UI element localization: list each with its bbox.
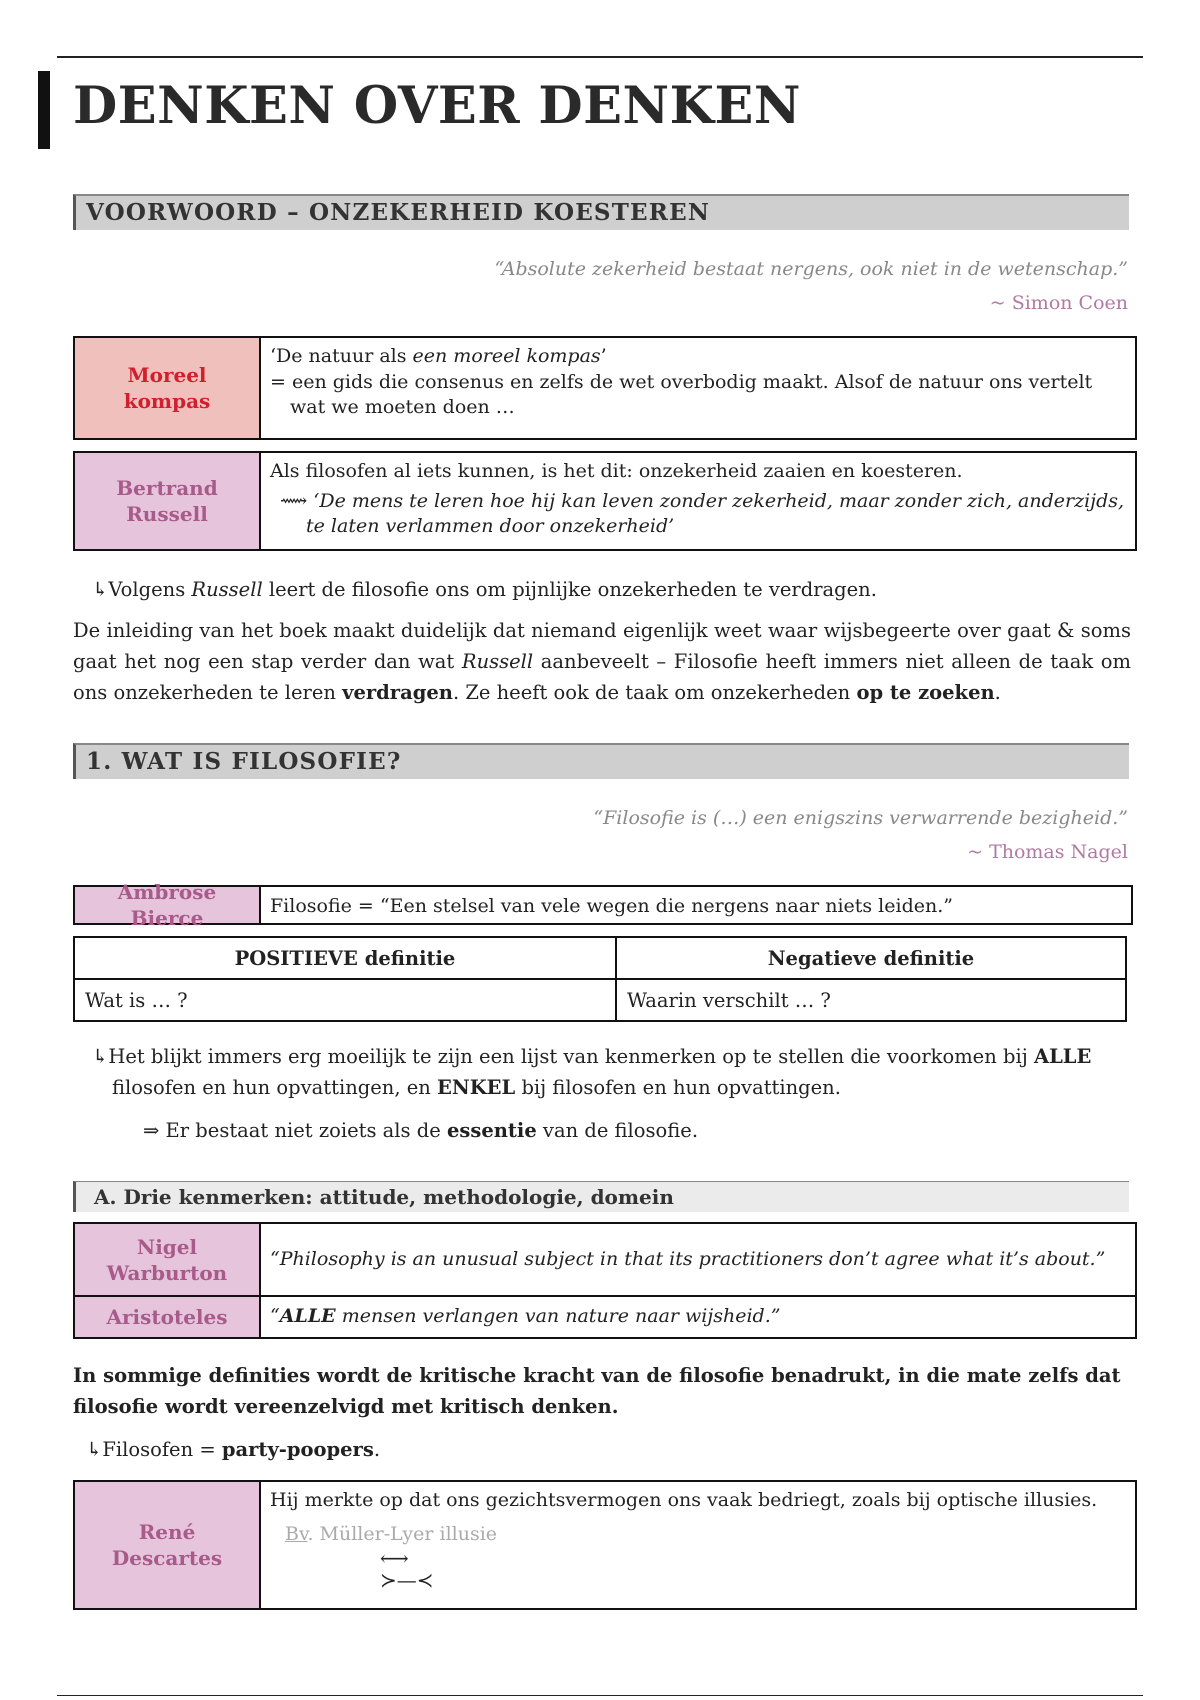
content-ambrose-bierce: Filosofie = “Een stelsel van vele wegen die nergens naar niets leiden.”: [270, 895, 953, 917]
muller-lyer-illusion: [380, 1547, 1126, 1591]
content-descartes: Hij merkte op dat ons gezichtsvermogen ons vaak bedriegt, zoals bij optische illusies. Bv. Müller-Lyer illusie ⟷ ≻—≺: [261, 1482, 1135, 1608]
section-heading-voorwoord: VOORWOORD – ONZEKERHEID KOESTEREN: [73, 194, 1129, 230]
label-rene-descartes: René Descartes: [75, 1482, 261, 1608]
label-ambrose-bierce: Ambrose Bierce: [75, 887, 261, 923]
top-rule: [57, 56, 1143, 58]
box-warburton-aristoteles: [73, 1222, 1137, 1339]
row-warburton: [75, 1224, 1135, 1297]
example-muller-lyer: Bv. Müller-Lyer illusie: [285, 1522, 498, 1545]
content-aristoteles: “ ALLE mensen verlangen van nature naar wijsheid.”: [270, 1305, 781, 1328]
return-arrow-icon: ↳: [92, 578, 109, 601]
table-row: [74, 979, 1126, 1021]
box-moreel-kompas: [73, 336, 1137, 440]
table-header-positief: POSITIEVE definitie: [74, 937, 616, 979]
box-rene-descartes: [73, 1480, 1137, 1610]
russell-note: ↳Volgens Russell leert de filosofie ons om pijnlijke onzekerheden te verdragen.: [92, 578, 877, 601]
squiggle-arrow-icon: ⟿: [280, 489, 308, 512]
label-bertrand-russell: Bertrand Russell: [75, 453, 261, 549]
content-warburton: “Philosophy is an unusual subject in that its practitioners don’t agree what it’s about.”: [270, 1247, 1106, 1270]
party-poopers-note: ↳Filosofen = party-poopers.: [86, 1438, 381, 1461]
label-nigel-warburton: Nigel Warburton: [75, 1224, 261, 1295]
kritisch-denken-paragraph: In sommige definities wordt de kritische kracht van de filosofie benadrukt, in die mate zelfs dat filosofie wordt vereenzelvigd met kritisch denken.: [73, 1364, 1121, 1419]
definition-table: [73, 936, 1127, 1022]
bottom-rule: [57, 1695, 1143, 1696]
intro-paragraph: De inleiding van het boek maakt duidelijk dat niemand eigenlijk weet waar wijsbegeerte over gaat & soms gaat het nog een stap verder dan wat Russell aanbeveelt – Filosofie heeft immers niet alleen de taak om ons onzekerheden te leren verdragen. Ze heeft ook de taak om onzekerheden op te zoeken.: [73, 619, 1132, 705]
title-accent-bar: [38, 71, 50, 149]
box-ambrose-bierce: [73, 880, 1133, 930]
content-bertrand-russell: Als filosofen al iets kunnen, is het dit: onzekerheid zaaien en koesteren. ⟿ ‘De mens te leren hoe hij kan leven zonder zekerheid, maar zonder zich, anderzijds, te laten verlammen door onzekerheid’: [270, 460, 1125, 538]
implies-arrow-icon: ⇒: [143, 1119, 160, 1142]
table-header-row: [74, 937, 1126, 979]
return-arrow-icon: ↳: [86, 1438, 103, 1461]
return-arrow-icon: ↳: [92, 1045, 109, 1068]
table-cell-negatief: Waarin verschilt … ?: [616, 979, 1126, 1021]
section-heading-wat-is-filosofie: 1. WAT IS FILOSOFIE?: [73, 743, 1129, 779]
label-moreel-kompas: Moreel kompas: [75, 338, 261, 438]
table-cell-positief: Wat is … ?: [74, 979, 616, 1021]
row-aristoteles: [75, 1297, 1135, 1337]
label-aristoteles: Aristoteles: [75, 1297, 261, 1337]
subsection-heading-kenmerken: A. Drie kenmerken: attitude, methodologie, domein: [73, 1181, 1129, 1212]
illusion-line-arrows-out: ⟷: [380, 1546, 409, 1571]
essentie-conclusion: ⇒ Er bestaat niet zoiets als de essentie van de filosofie.: [143, 1119, 699, 1142]
quote-nagel: “Filosofie is (…) een enigszins verwarrende bezigheid.”: [593, 807, 1128, 829]
page-title: DENKEN OVER DENKEN: [73, 76, 801, 136]
illusion-line-arrows-in: ≻—≺: [380, 1568, 434, 1593]
box-bertrand-russell: [73, 451, 1137, 551]
content-moreel-kompas: ‘De natuur als een moreel kompas’ = een gids die consenus en zelfs de wet overbodig maakt. Alsof de natuur ons vertelt wat we moeten doen …: [270, 345, 1093, 419]
kenmerken-note: ↳Het blijkt immers erg moeilijk te zijn een lijst van kenmerken op te stellen die voorkomen bij ALLE filosofen en hun opvattingen, en ENKEL bij filosofen en hun opvattingen.: [92, 1045, 1092, 1100]
quote-author-coen: ~ Simon Coen: [989, 292, 1128, 314]
quote-coen: “Absolute zekerheid bestaat nergens, ook niet in de wetenschap.”: [494, 258, 1128, 280]
table-header-negatief: Negatieve definitie: [616, 937, 1126, 979]
quote-author-nagel: ~ Thomas Nagel: [967, 841, 1128, 863]
